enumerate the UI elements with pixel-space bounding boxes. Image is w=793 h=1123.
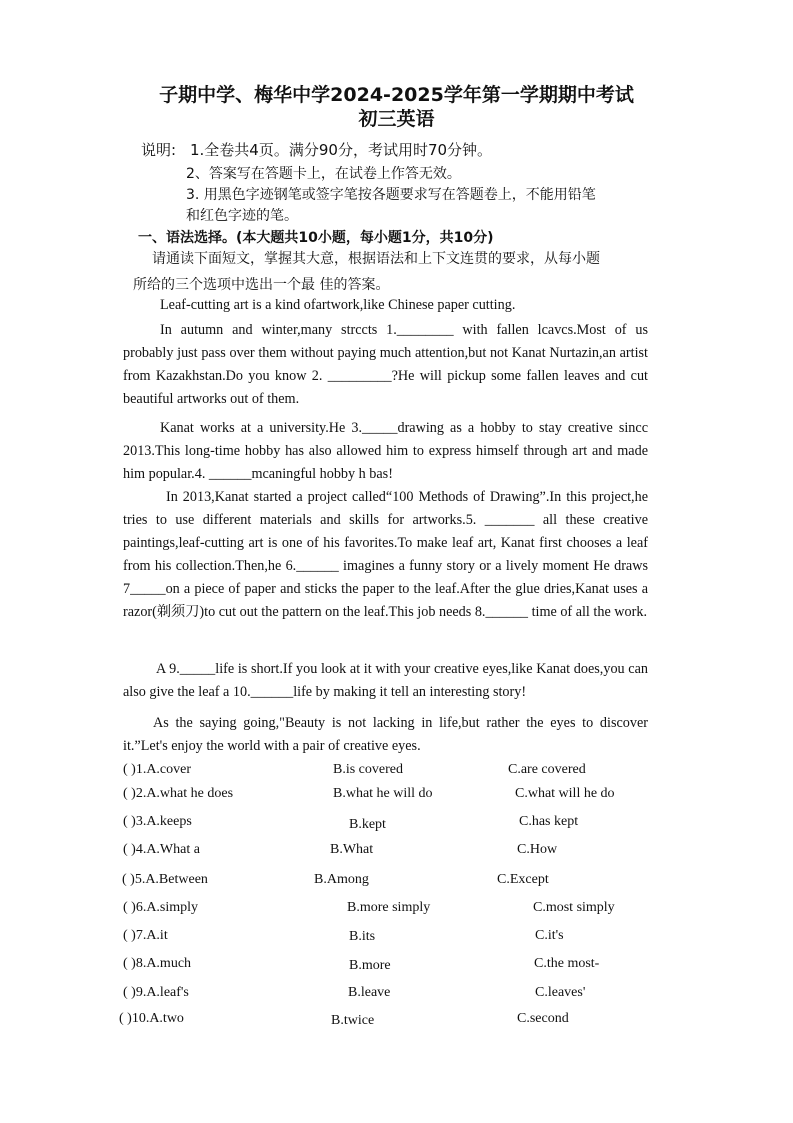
question-6: ( )6.A.simply — [123, 900, 199, 915]
instruction-item-2: 2、答案写在答题卡上，在试卷上作答无效。 — [186, 166, 461, 182]
section-heading: 一、语法选择。(本大题共10小题，每小题1分，共10分) — [138, 230, 494, 246]
question-9-option-b: B.leave — [348, 985, 391, 1000]
instruction-item-3-line-1: 3. 用黑色字迹钢笔或签字笔按各题要求写在答题卷上，不能用铅笔 — [186, 187, 596, 203]
question-1-option-c: C.are covered — [508, 762, 586, 777]
section-directions-line-1: 请通读下面短文，掌握其大意，根据语法和上下文连贯的要求，从每小题 — [152, 251, 600, 267]
passage-paragraph-5: A 9._____life is short.If you look at it with your creative eyes,like Kanat does,you can also give the leaf a 10.______life by making it tell an interesting story! — [123, 661, 648, 700]
instruction-item-1: 1.全卷共4页。满分90分，考试用时70分钟。 — [190, 141, 493, 159]
question-8-option-b: B.more — [349, 958, 391, 973]
question-10: ( )10.A.two — [119, 1011, 184, 1026]
question-9-option-c: C.leaves' — [535, 985, 586, 1000]
instructions-label: 说明: — [141, 141, 177, 159]
question-1: ( )1.A.cover — [123, 762, 192, 777]
question-8-option-c: C.the most- — [534, 956, 600, 971]
question-5: ( )5.A.Between — [122, 872, 208, 887]
question-4-option-c: C.How — [517, 842, 558, 857]
passage-paragraph-4: In 2013,Kanat started a project called“100 Methods of Drawing”.In this project,he tries to use different materials and skills for artworks.5. _______ all these creative paintings,leaf-cutting art is one of his favorites.To make leaf art, Kanat first chooses a leaf from his collection.Then,he 6.______ imagines a funny story or a lively moment He draws 7_____on a piece of paper and sticks the paper to the leaf.After the glue dries,Kanat uses a razor(剃须刀)to cut out the pattern on the leaf.This job needs 8.______ time of all the work. — [123, 489, 648, 620]
question-10-option-b: B.twice — [331, 1013, 375, 1028]
question-7: ( )7.A.it — [123, 928, 168, 943]
question-6-option-b: B.more simply — [347, 900, 431, 915]
question-2: ( )2.A.what he does — [123, 786, 234, 801]
question-7-option-c: C.it's — [535, 928, 564, 943]
question-5-option-b: B.Among — [314, 872, 369, 887]
instruction-item-3-line-2: 和红色字迹的笔。 — [186, 208, 298, 224]
question-4: ( )4.A.What a — [123, 842, 200, 857]
question-6-option-c: C.most simply — [533, 900, 615, 915]
passage-paragraph-1: Leaf-cutting art is a kind ofartwork,like Chinese paper cutting. — [160, 297, 516, 313]
question-1-option-b: B.is covered — [333, 762, 403, 777]
question-3-option-b: B.kept — [349, 817, 386, 832]
section-directions-line-2: 所给的三个选项中选出一个最 佳的答案。 — [133, 277, 390, 293]
question-4-option-b: B.What — [330, 842, 374, 857]
passage-paragraph-6: As the saying going,"Beauty is not lacking in life,but rather the eyes to discover it.”Let's enjoy the world with a pair of creative eyes. — [123, 715, 648, 754]
passage-paragraph-2: In autumn and winter,many strccts 1.________ with fallen lcavcs.Most of us probably just pass over them without paying much attention,but not Kanat Nurtazin,an artist from Kazakhstan.Do you know 2. _________?He will pickup some fallen leaves and cut beautiful artworks out of them. — [123, 322, 648, 407]
question-3: ( )3.A.keeps — [123, 814, 192, 829]
question-10-option-c: C.second — [517, 1011, 569, 1026]
exam-title: 子期中学、梅华中学2024-2025学年第一学期期中考试 — [159, 84, 634, 106]
passage-paragraph-3: Kanat works at a university.He 3._____drawing as a hobby to stay creative sincc 2013.This long-time hobby has also allowed him to express himself through art and made him popular.4. ______mcaningful hobby h bas! — [123, 420, 648, 482]
question-9: ( )9.A.leaf's — [123, 985, 189, 1000]
question-2-option-c: C.what will he do — [515, 786, 615, 801]
question-7-option-b: B.its — [349, 929, 376, 944]
question-3-option-c: C.has kept — [519, 814, 579, 829]
exam-subject: 初三英语 — [358, 108, 435, 130]
question-8: ( )8.A.much — [123, 956, 192, 971]
question-5-option-c: C.Except — [497, 872, 549, 887]
question-2-option-b: B.what he will do — [333, 786, 433, 801]
